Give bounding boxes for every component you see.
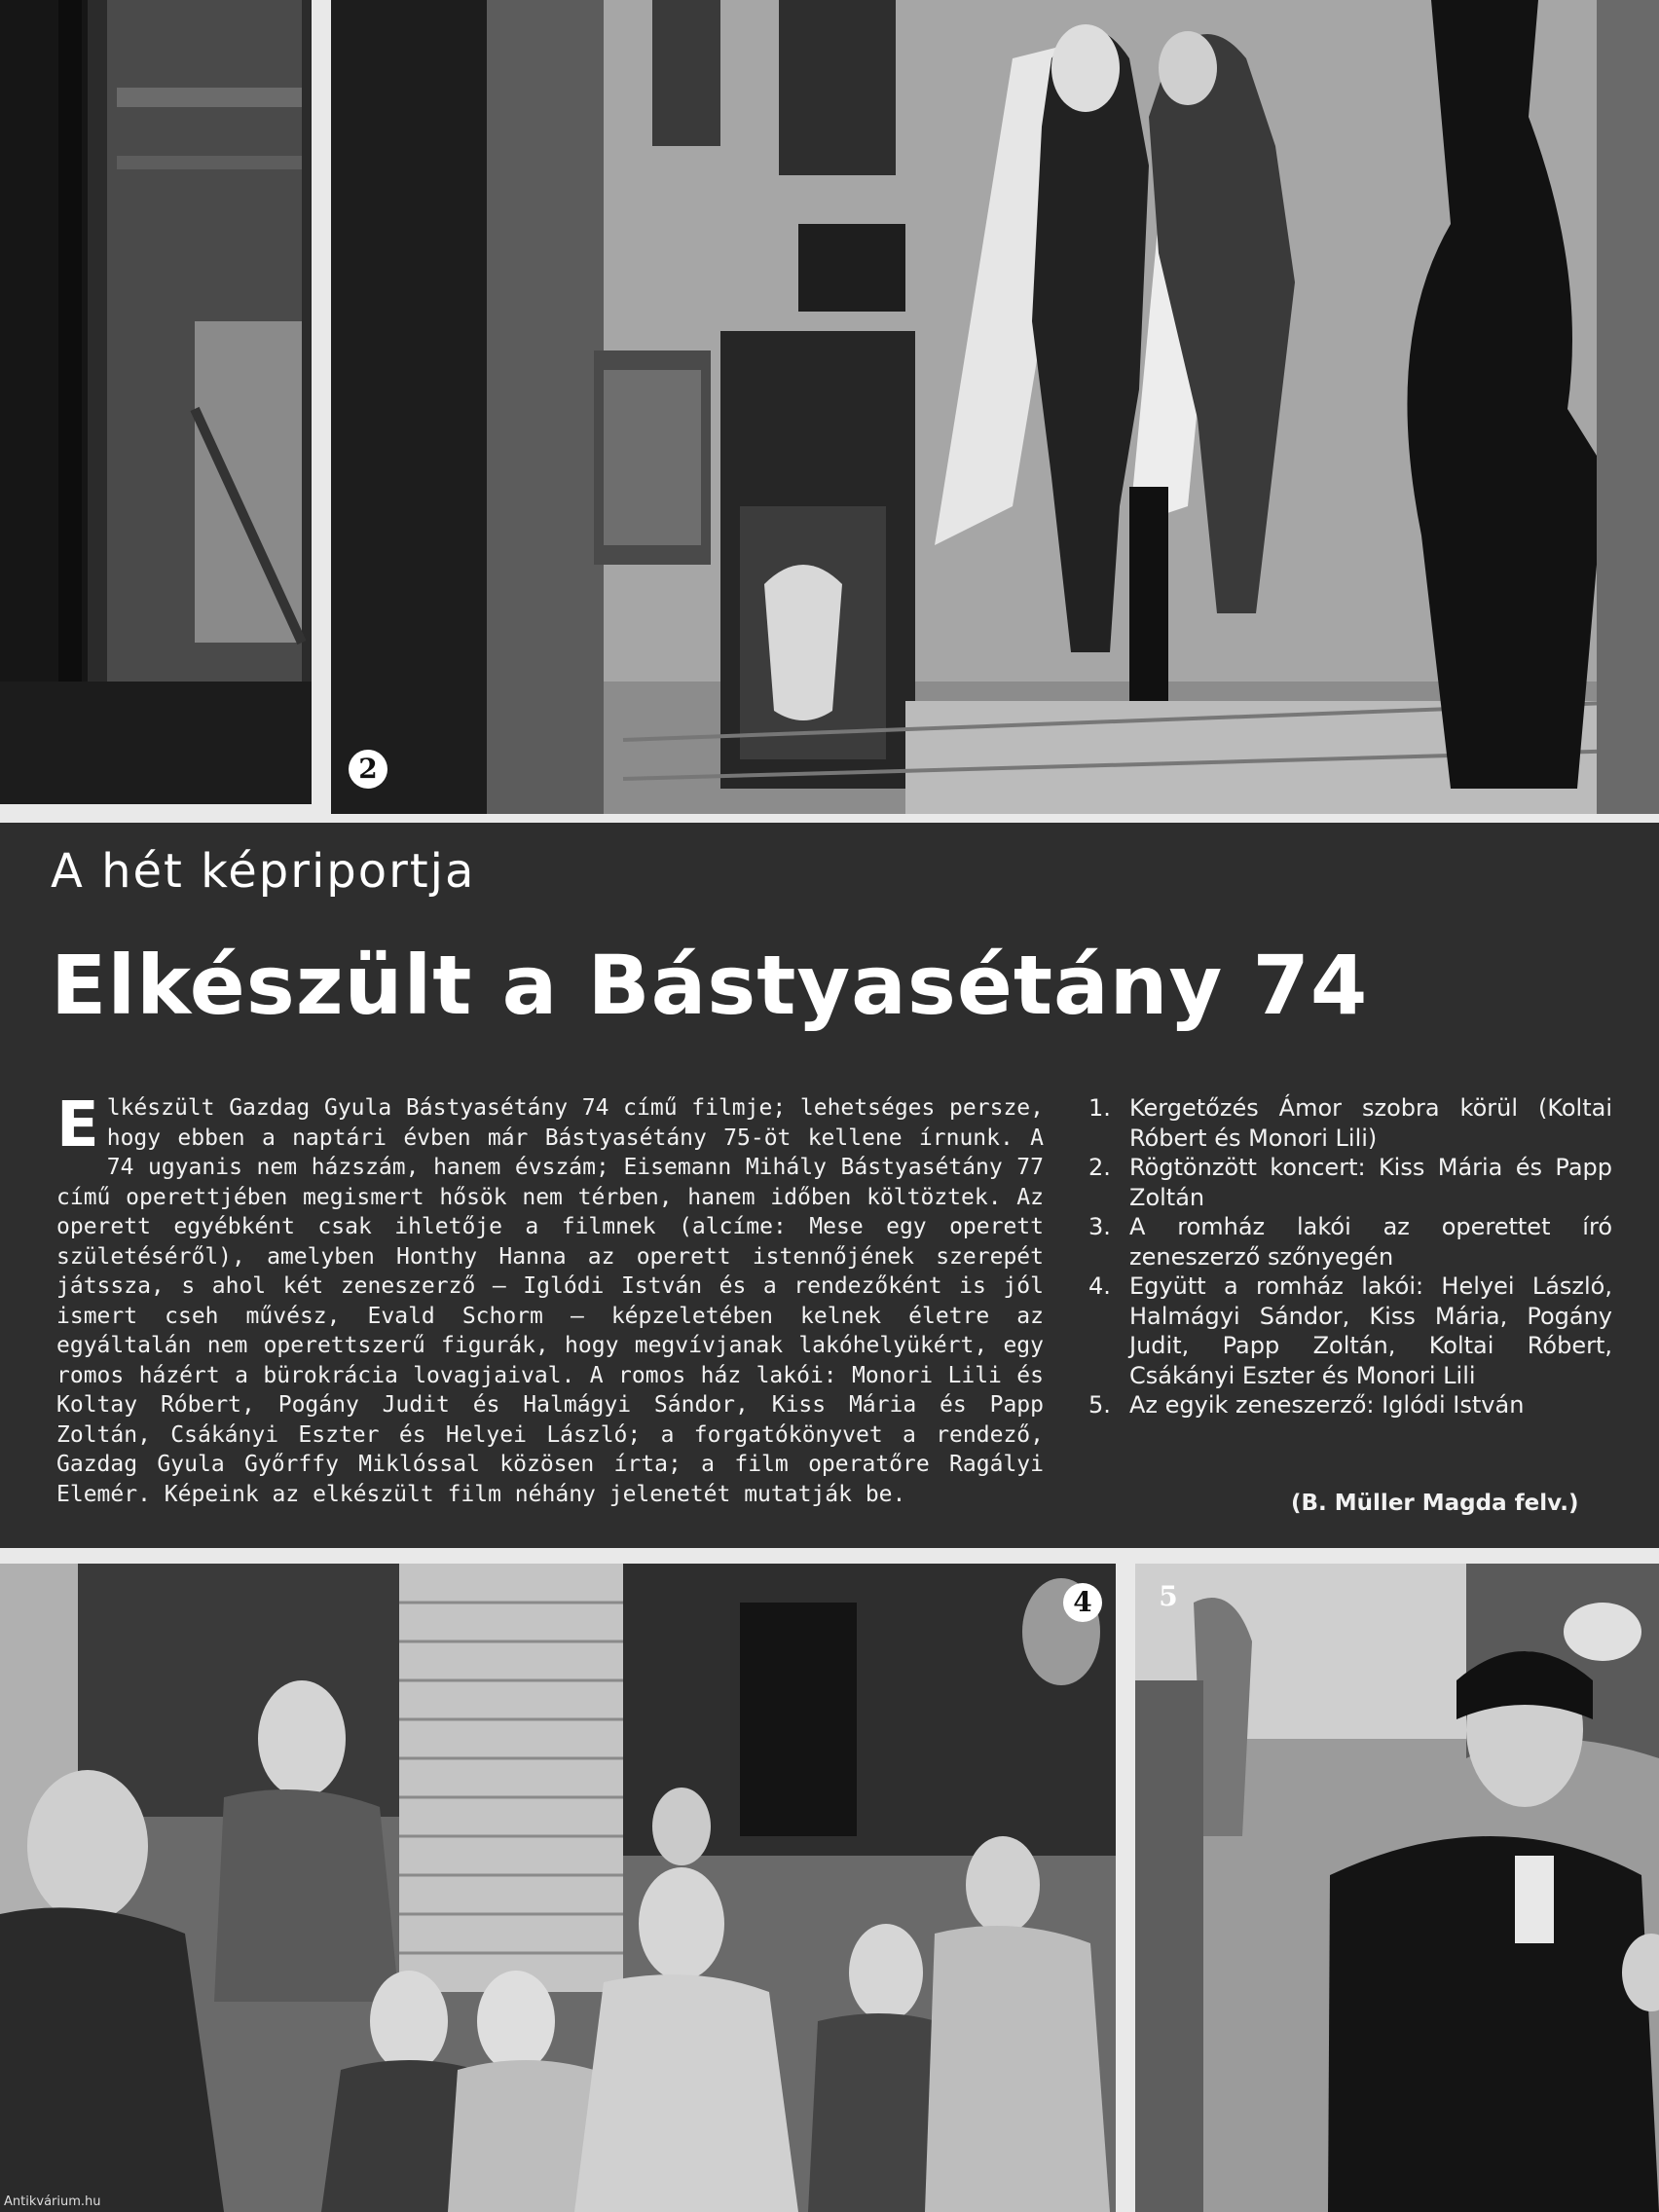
section-kicker: A hét képriportja (51, 844, 476, 899)
article-body (56, 1089, 1044, 1509)
article-body-text: lkészült Gazdag Gyula Bástyasétány 74 című filmje; lehetséges persze, hogy ebben a naptári évben már Bástyasétány 75-öt kellene írnunk. A 74 ugyanis nem házszám, hanem évszám; Eisemann Mihály Bástyasétány 77 című operettjében megismert hősök nem térben, hanem időben költöztek. Az operett egyébként csak ihletője a filmnek (alcíme: Mese egy operett születéséről), amelyben Honthy Hanna az operett istennőjének szerepét játssza, s ahol két zeneszerző – Iglódi István és a rendezőként is jól ismert cseh művész, Evald Schorm – képzeletében kelnek életre az egyáltalán nem operettszerű figurák, hogy megvívjanak lakóhelyükért, egy romos házért a bürokrácia lovagjaival. A romos ház lakói: Monori Lili és Koltay Róbert, Pogány Judit és Halmágyi Sándor, Kiss Mária és Papp Zoltán, Csákányi Eszter és Helyei László; a forgatókönyvet a rendező, Gazdag Gyula Győrffy Miklóssal közösen írta; a film operatőre Ragályi Elemér. Képeink az elkészült film néhány jelenetét mutatják be. (56, 1095, 1044, 1507)
photo-4-residents (0, 1564, 1116, 2212)
caption-number: 3. (1088, 1213, 1111, 1240)
article-band (0, 823, 1659, 1548)
caption-item (1088, 1272, 1612, 1390)
article-headline: Elkészült a Bástyasétány 74 (51, 938, 1369, 1033)
photo-2-concert (331, 0, 1659, 814)
caption-item (1088, 1093, 1612, 1153)
photo-5-composer (1135, 1564, 1659, 2212)
caption-number: 2. (1088, 1154, 1111, 1181)
caption-text: Rögtönzött koncert: Kiss Mária és Papp Zoltán (1129, 1154, 1612, 1211)
caption-number: 5. (1088, 1391, 1111, 1419)
photo-credit: (B. Müller Magda felv.) (1291, 1491, 1579, 1516)
caption-number: 1. (1088, 1094, 1111, 1122)
caption-item (1088, 1153, 1612, 1212)
photo-number-badge: 4 (1063, 1583, 1102, 1622)
caption-text: Együtt a romház lakói: Helyei László, Halmágyi Sándor, Kiss Mária, Pogány Judit, Papp Zoltán, Koltai Róbert, Csákányi Eszter és Monori Lili (1129, 1272, 1612, 1389)
watermark: Antikvárium.hu (4, 2194, 101, 2209)
caption-item (1088, 1212, 1612, 1272)
caption-text: A romház lakói az operettet író zeneszerző szőnyegén (1129, 1213, 1612, 1271)
drop-cap: E (56, 1089, 99, 1161)
photo-number-badge: 5 (1159, 1580, 1178, 1612)
caption-number: 4. (1088, 1272, 1111, 1300)
photo-number-badge: 2 (349, 750, 387, 789)
caption-text: Az egyik zeneszerző: Iglódi István (1129, 1391, 1525, 1419)
caption-text: Kergetőzés Ámor szobra körül (Koltai Róbert és Monori Lili) (1129, 1094, 1612, 1152)
photo-top-left (0, 0, 312, 804)
caption-item (1088, 1390, 1612, 1420)
photo-captions-list (1088, 1093, 1612, 1420)
